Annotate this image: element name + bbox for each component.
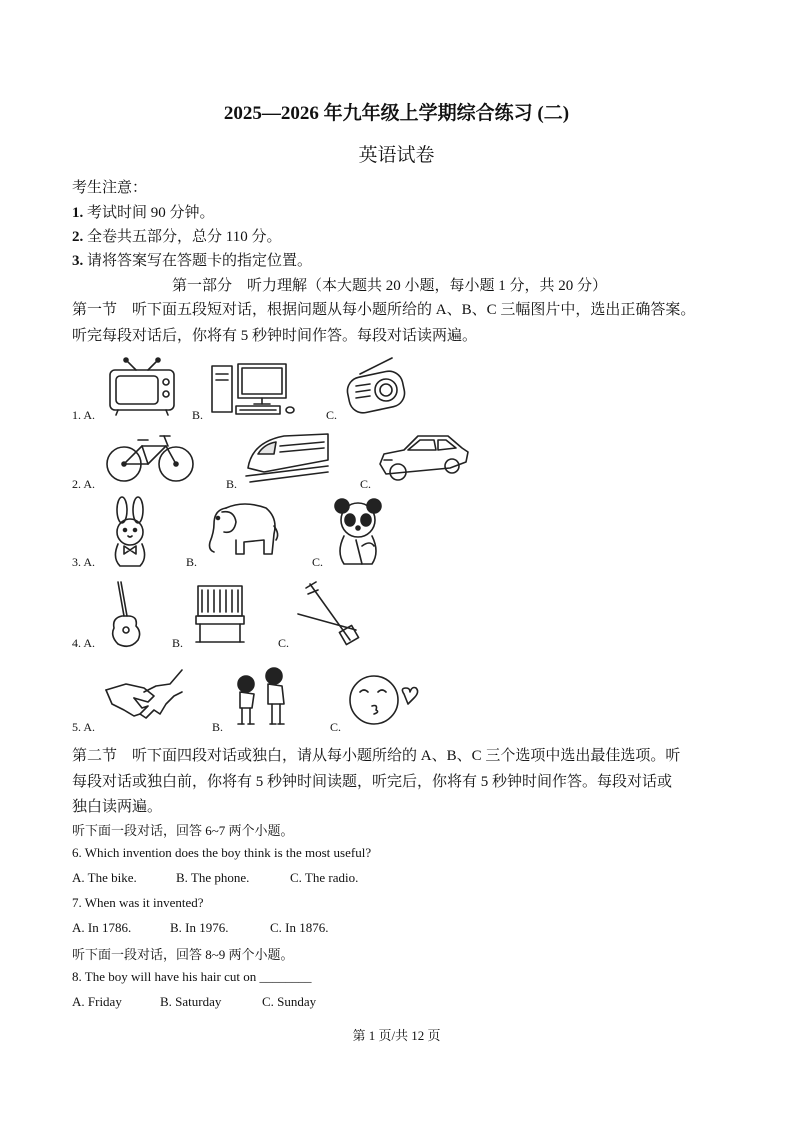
section1-instruction-line1: 第一节 听下面五段短对话，根据问题从每小题所给的 A、B、C 三幅图片中，选出正确答案。 <box>72 302 696 318</box>
q3-option-c: C. <box>312 555 324 569</box>
section2-instruction-line1: 第二节 听下面四段对话或独白，请从每小题所给的 A、B、C 三个选项中选出最佳选项。听 <box>72 748 681 764</box>
notice-heading: 考生注意： <box>72 180 148 196</box>
piano-icon <box>194 584 246 646</box>
notice-item-2: 2. 全卷共五部分，总分 110 分。 <box>72 229 282 245</box>
question-8: 8. The boy will have his hair cut on ________ <box>72 969 312 984</box>
kiss-emoji-icon <box>348 674 422 726</box>
q7-option-b: B. In 1976. <box>170 920 229 935</box>
rabbit-icon <box>104 496 156 568</box>
bicycle-icon <box>104 432 196 484</box>
notice-item-1: 1. 考试时间 90 分钟。 <box>72 205 215 221</box>
radio-icon <box>344 356 408 416</box>
q8-option-a: A. Friday <box>72 994 122 1009</box>
q3-label: 3. A. <box>72 555 96 569</box>
handshake-icon <box>104 668 184 726</box>
section2-instruction-line2: 每段对话或独白前，你将有 5 秒钟时间读题，听完后，你将有 5 秒钟时间作答。每段对话或 <box>72 774 673 790</box>
guitar-icon <box>108 580 144 648</box>
section2-instruction-line3: 独白读两遍。 <box>72 799 163 815</box>
q4-option-c: C. <box>278 636 290 650</box>
elephant-icon <box>204 498 280 560</box>
page-subtitle: 英语试卷 <box>358 145 435 166</box>
q4-label: 4. A. <box>72 636 96 650</box>
computer-icon <box>210 362 300 416</box>
q1-option-b: B. <box>192 408 204 422</box>
erhu-icon <box>296 580 362 648</box>
television-icon <box>108 358 178 416</box>
q6-option-b: B. The phone. <box>176 870 250 885</box>
dialog1-intro: 听下面一段对话，回答 6~7 两个小题。 <box>72 823 294 838</box>
section1-instruction-line2: 听完每段对话后，你将有 5 秒钟时间作答。每段对话读两遍。 <box>72 328 478 344</box>
q5-label: 5. A. <box>72 720 96 734</box>
q6-option-c: C. The radio. <box>290 870 359 885</box>
car-icon <box>378 430 470 486</box>
q8-option-c: C. Sunday <box>262 994 317 1009</box>
notice-item-3: 3. 请将答案写在答题卡的指定位置。 <box>72 253 313 269</box>
panda-icon <box>330 496 386 568</box>
question-7: 7. When was it invented? <box>72 895 204 910</box>
bowing-children-icon <box>230 664 302 728</box>
train-icon <box>244 432 330 484</box>
q4-option-b: B. <box>172 636 184 650</box>
q5-option-c: C. <box>330 720 342 734</box>
page-footer: 第 1 页/共 12 页 <box>352 1028 441 1043</box>
q2-option-b: B. <box>226 477 238 491</box>
q3-option-b: B. <box>186 555 198 569</box>
q7-option-c: C. In 1876. <box>270 920 329 935</box>
q2-label: 2. A. <box>72 477 96 491</box>
q1-option-c: C. <box>326 408 338 422</box>
q7-option-a: A. In 1786. <box>72 920 132 935</box>
q2-option-c: C. <box>360 477 372 491</box>
page-title: 2025—2026 年九年级上学期综合练习 (二) <box>223 103 570 124</box>
q6-option-a: A. The bike. <box>72 870 137 885</box>
q1-label: 1. A. <box>72 408 96 422</box>
q8-option-b: B. Saturday <box>160 994 222 1009</box>
dialog2-intro: 听下面一段对话，回答 8~9 两个小题。 <box>72 947 294 962</box>
part1-heading: 第一部分 听力理解（本大题共 20 小题，每小题 1 分，共 20 分） <box>172 278 608 294</box>
question-6: 6. Which invention does the boy think is the most useful? <box>72 845 372 860</box>
q5-option-b: B. <box>212 720 224 734</box>
